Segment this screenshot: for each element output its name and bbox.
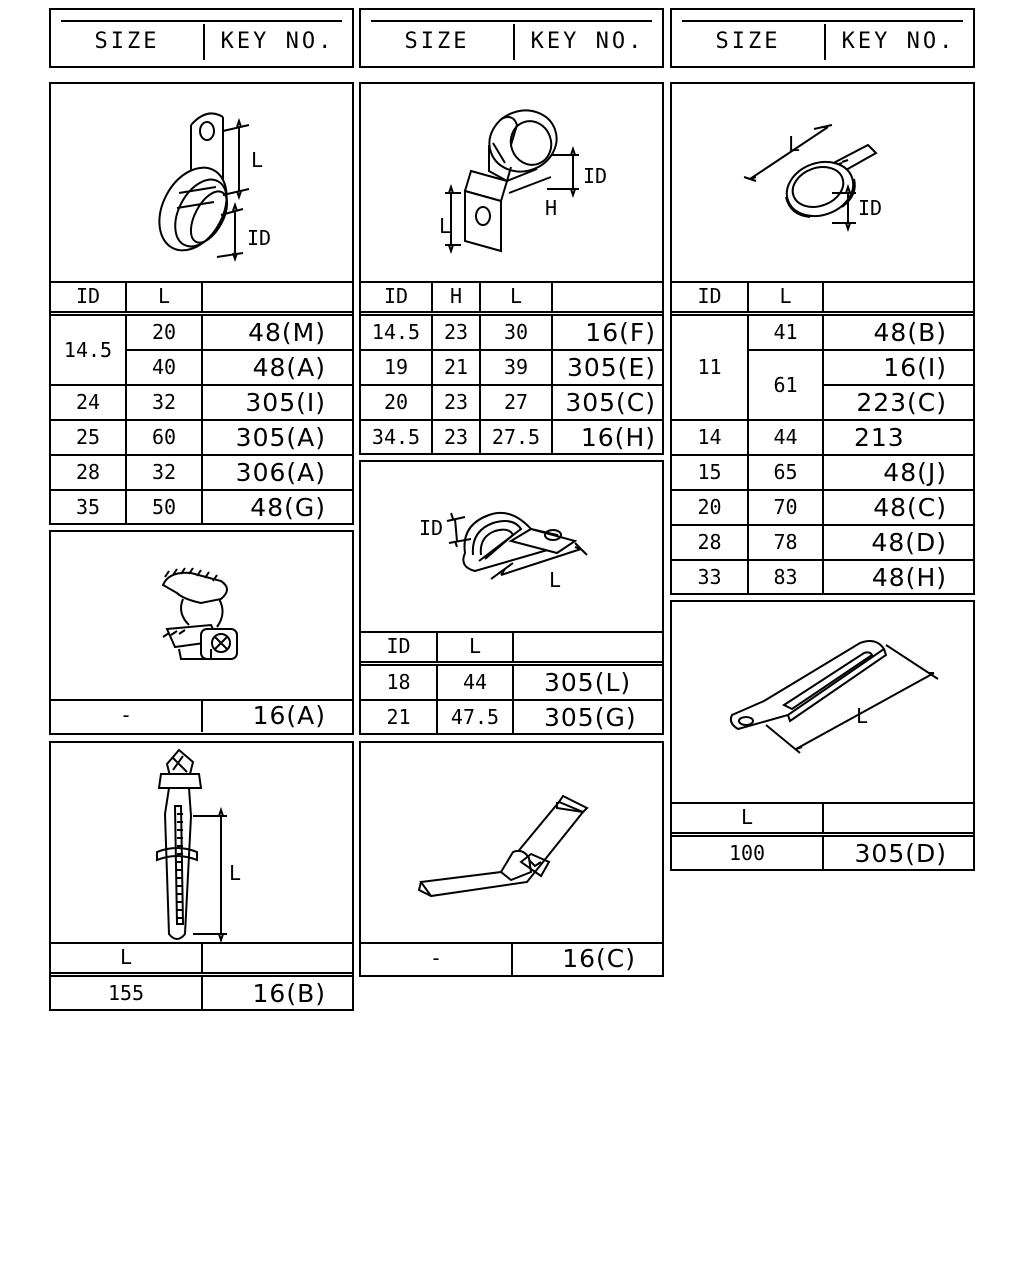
cell-id: 34.5	[361, 420, 432, 454]
ring-clamp-illustration	[672, 84, 973, 281]
cell-l: 41	[748, 314, 823, 351]
slotted-strap-illustration	[672, 602, 973, 802]
ring-clamp-table	[672, 281, 973, 594]
cell-key: 305(E)	[552, 350, 662, 385]
header-rule	[371, 20, 652, 22]
bracket-clamp-table	[361, 281, 662, 454]
header-key-label: KEY NO.	[220, 29, 335, 54]
cell-id: 33	[672, 560, 748, 594]
table-row	[51, 455, 352, 490]
header-size-label: SIZE	[361, 24, 515, 60]
cell-l: 32	[126, 385, 202, 420]
table-row	[51, 699, 352, 732]
cell-id: 19	[361, 350, 432, 385]
cell-l: 65	[748, 455, 823, 490]
cell-key: 16(I)	[823, 350, 973, 385]
cell-l: 78	[748, 525, 823, 560]
cell-l: 44	[748, 420, 823, 455]
push-tie-illustration	[51, 743, 352, 942]
cell-l: 100	[672, 835, 823, 871]
col-header-key	[202, 281, 352, 314]
col-header-key	[202, 942, 352, 975]
table-row	[672, 455, 973, 490]
ring-clamp-dim-id: ID	[858, 196, 883, 220]
strap-clip-drawing	[361, 743, 662, 944]
col-header-key	[552, 281, 662, 314]
table-row	[361, 385, 662, 420]
cell-size: -	[51, 699, 202, 732]
cell-key: 48(A)	[202, 350, 352, 385]
table-row	[361, 664, 662, 701]
table-row	[672, 835, 973, 871]
col-header-h: H	[432, 281, 480, 314]
loop-clip-illustration	[361, 462, 662, 631]
cell-key: 48(B)	[823, 314, 973, 351]
cell-l: 40	[126, 350, 202, 385]
cell-id: 25	[51, 420, 126, 455]
bracket-clamp-drawing	[361, 84, 662, 283]
table-row	[672, 525, 973, 560]
col-header-id: ID	[672, 281, 748, 314]
header-size-label: SIZE	[672, 24, 826, 60]
cell-key: 213	[823, 420, 973, 455]
col-header-l: L	[437, 631, 513, 664]
cell-h: 23	[432, 314, 480, 351]
cell-l: 155	[51, 975, 202, 1011]
p-clamp-dim-l: L	[251, 148, 264, 172]
p-clamp-drawing	[51, 84, 352, 283]
snap-clip-table	[51, 699, 352, 732]
strap-clip-illustration	[361, 743, 662, 942]
header-col-1	[49, 8, 354, 68]
cell-id: 20	[361, 385, 432, 420]
cell-key: 305(I)	[202, 385, 352, 420]
panel-snap-clip	[49, 530, 354, 735]
panel-bracket-clamp	[359, 82, 664, 455]
table-row	[361, 420, 662, 454]
bracket-clamp-illustration	[361, 84, 662, 281]
cell-key: 16(F)	[552, 314, 662, 351]
snap-clip-illustration	[51, 532, 352, 699]
bracket-clamp-dim-l: L	[439, 214, 452, 238]
p-clamp-dim-id: ID	[247, 226, 272, 250]
cell-key: 305(G)	[513, 700, 662, 734]
panel-ring-clamp	[670, 82, 975, 595]
cell-l: 30	[480, 314, 552, 351]
ring-clamp-drawing	[672, 84, 973, 283]
col-header-id: ID	[361, 281, 432, 314]
cell-l: 44	[437, 664, 513, 701]
slotted-strap-table	[672, 802, 973, 870]
cell-size: -	[361, 942, 512, 975]
p-clamp-illustration	[51, 84, 352, 281]
header-size-label: SIZE	[51, 24, 205, 60]
header-rule	[682, 20, 963, 22]
cell-key: 16(A)	[202, 699, 352, 732]
col-header-id: ID	[51, 281, 126, 314]
header-rule	[61, 20, 342, 22]
header-col-3	[670, 8, 975, 68]
cell-l: 47.5	[437, 700, 513, 734]
col-header-key	[823, 802, 973, 835]
cell-id: 15	[672, 455, 748, 490]
panel-loop-clip	[359, 460, 664, 735]
cell-id: 20	[672, 490, 748, 525]
loop-clip-dim-id: ID	[419, 516, 444, 540]
panel-push-tie	[49, 741, 354, 1011]
cell-key: 16(B)	[202, 975, 352, 1011]
cell-key: 48(D)	[823, 525, 973, 560]
col-header-id: ID	[361, 631, 437, 664]
table-row	[672, 490, 973, 525]
cell-id: 24	[51, 385, 126, 420]
col-header-l: L	[672, 802, 823, 835]
table-row	[51, 385, 352, 420]
cell-key: 305(L)	[513, 664, 662, 701]
header-key-label: KEY NO.	[530, 29, 645, 54]
cell-key: 48(J)	[823, 455, 973, 490]
col-header-key	[823, 281, 973, 314]
header-col-2	[359, 8, 664, 68]
cell-l: 50	[126, 490, 202, 524]
table-row	[672, 560, 973, 594]
cell-l: 83	[748, 560, 823, 594]
cell-l: 27	[480, 385, 552, 420]
push-tie-table	[51, 942, 352, 1010]
cell-id: 18	[361, 664, 437, 701]
cell-key: 16(C)	[512, 942, 662, 975]
snap-clip-drawing	[51, 532, 352, 701]
panel-p-clamp	[49, 82, 354, 525]
strap-clip-table	[361, 942, 662, 975]
slotted-strap-dim-l: L	[856, 704, 869, 728]
p-clamp-table	[51, 281, 352, 524]
col-header-l: L	[748, 281, 823, 314]
table-row	[361, 314, 662, 351]
loop-clip-dim-l: L	[549, 568, 562, 592]
cell-l: 39	[480, 350, 552, 385]
ring-clamp-dim-l: L	[788, 132, 801, 156]
cell-l: 60	[126, 420, 202, 455]
cell-id: 28	[51, 455, 126, 490]
table-row	[361, 350, 662, 385]
loop-clip-table	[361, 631, 662, 734]
cell-l: 20	[126, 314, 202, 351]
table-row	[51, 420, 352, 455]
cell-id: 14.5	[51, 314, 126, 386]
cell-key: 306(A)	[202, 455, 352, 490]
table-row	[672, 314, 973, 351]
table-row	[51, 314, 352, 351]
col-header-l: L	[51, 942, 202, 975]
cell-key: 305(C)	[552, 385, 662, 420]
cell-key: 16(H)	[552, 420, 662, 454]
cell-key: 48(G)	[202, 490, 352, 524]
cell-key: 48(C)	[823, 490, 973, 525]
table-row	[51, 975, 352, 1011]
cell-key: 305(A)	[202, 420, 352, 455]
cell-id: 14.5	[361, 314, 432, 351]
panel-strap-clip	[359, 741, 664, 977]
cell-key: 223(C)	[823, 385, 973, 420]
panel-slotted-strap	[670, 600, 975, 871]
cell-h: 23	[432, 420, 480, 454]
cell-l: 61	[748, 350, 823, 420]
cell-id: 35	[51, 490, 126, 524]
bracket-clamp-dim-id: ID	[583, 164, 608, 188]
cell-h: 21	[432, 350, 480, 385]
col-header-key	[513, 631, 662, 664]
header-key-label: KEY NO.	[841, 29, 956, 54]
loop-clip-drawing	[361, 462, 662, 633]
table-row	[51, 490, 352, 524]
cell-id: 11	[672, 314, 748, 421]
table-row	[361, 700, 662, 734]
table-row	[361, 942, 662, 975]
table-row	[672, 420, 973, 455]
cell-key: 48(M)	[202, 314, 352, 351]
cell-id: 14	[672, 420, 748, 455]
col-header-l: L	[126, 281, 202, 314]
cell-id: 21	[361, 700, 437, 734]
cell-id: 28	[672, 525, 748, 560]
cell-l: 70	[748, 490, 823, 525]
cell-h: 23	[432, 385, 480, 420]
cell-l: 32	[126, 455, 202, 490]
bracket-clamp-dim-h: H	[545, 196, 558, 220]
cell-key: 305(D)	[823, 835, 973, 871]
cell-key: 48(H)	[823, 560, 973, 594]
cell-l: 27.5	[480, 420, 552, 454]
push-tie-dim-l: L	[229, 861, 242, 885]
push-tie-drawing	[51, 743, 352, 944]
col-header-l: L	[480, 281, 552, 314]
slotted-strap-drawing	[672, 602, 973, 804]
